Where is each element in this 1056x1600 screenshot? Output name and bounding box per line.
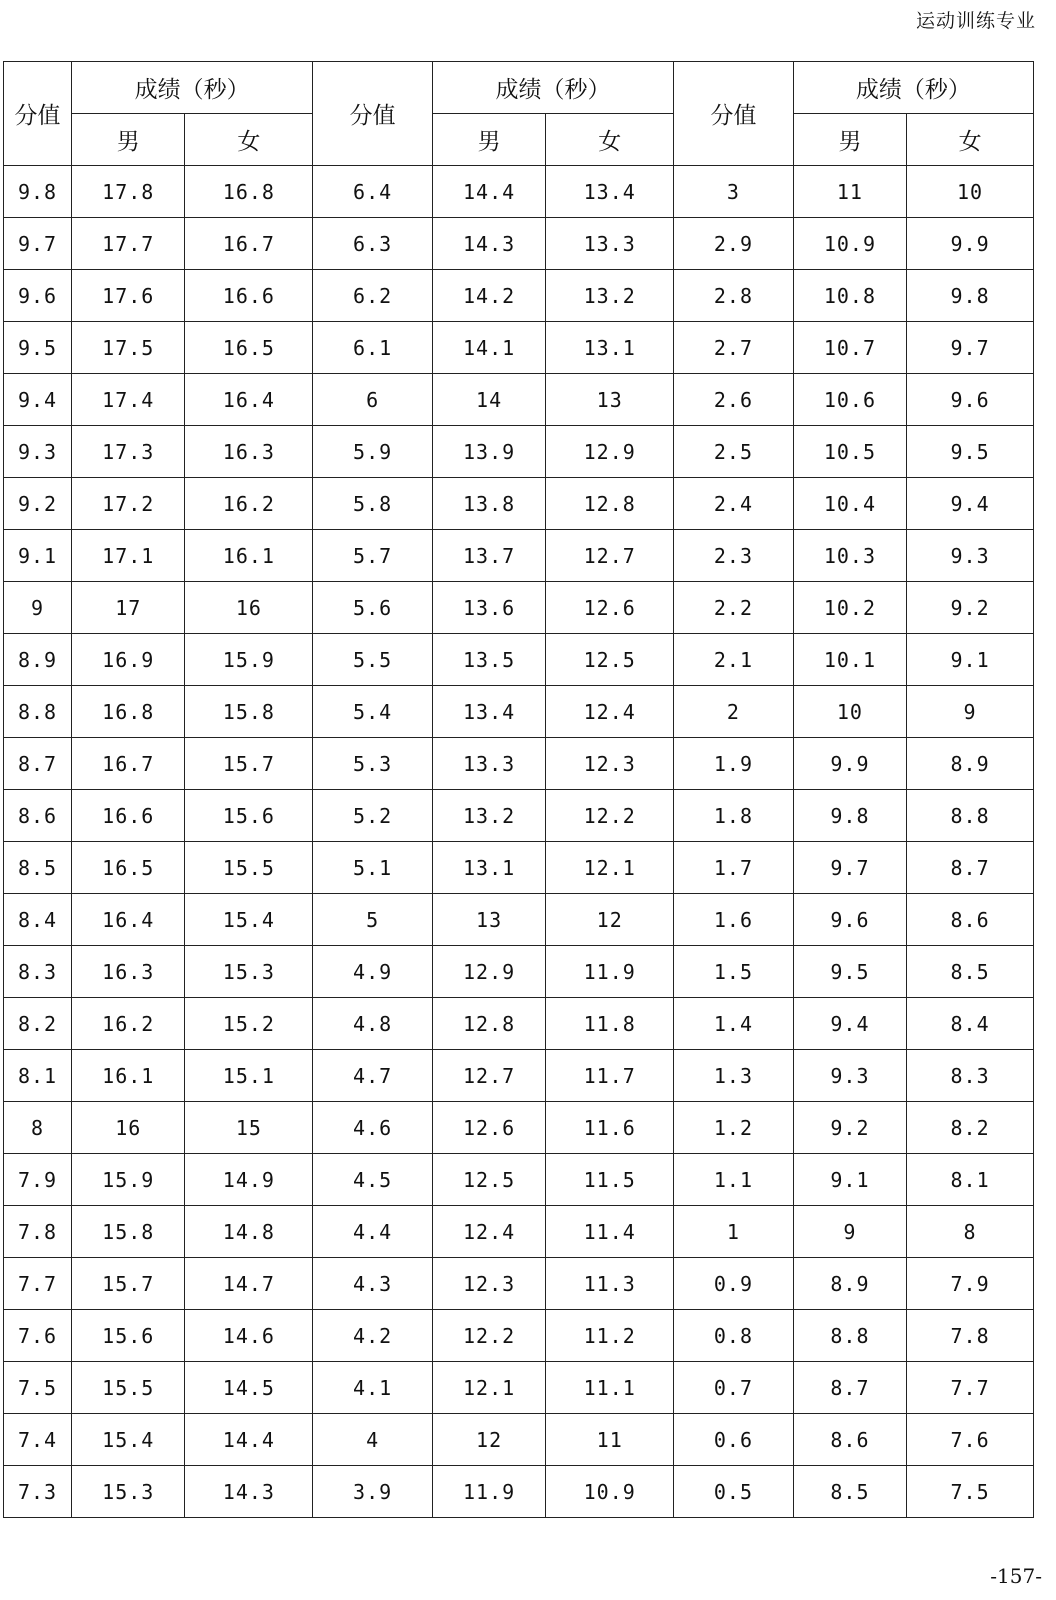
cell-female-1: 15.9	[185, 634, 313, 686]
cell-female-1: 15.1	[185, 1050, 313, 1102]
cell-male-3: 10.2	[793, 582, 906, 634]
cell-male-1: 16.3	[72, 946, 185, 998]
cell-score-3: 1.1	[674, 1154, 794, 1206]
cell-female-3: 8.3	[907, 1050, 1034, 1102]
cell-score-3: 1.4	[674, 998, 794, 1050]
cell-male-2: 12.5	[432, 1154, 545, 1206]
cell-score-3: 1.3	[674, 1050, 794, 1102]
cell-score-1: 7.5	[4, 1362, 72, 1414]
cell-score-2: 3.9	[313, 1466, 433, 1518]
table-row	[4, 1466, 1034, 1518]
cell-female-1: 15.6	[185, 790, 313, 842]
cell-male-2: 13.5	[432, 634, 545, 686]
cell-male-1: 17.3	[72, 426, 185, 478]
cell-score-3: 2.3	[674, 530, 794, 582]
table-row	[4, 1154, 1034, 1206]
cell-female-3: 7.6	[907, 1414, 1034, 1466]
table-row	[4, 1258, 1034, 1310]
cell-female-1: 16.3	[185, 426, 313, 478]
cell-score-2: 4.9	[313, 946, 433, 998]
cell-male-3: 10.5	[793, 426, 906, 478]
cell-male-1: 16.9	[72, 634, 185, 686]
cell-female-3: 9.5	[907, 426, 1034, 478]
table-row	[4, 790, 1034, 842]
cell-female-2: 12.8	[546, 478, 674, 530]
table-row	[4, 374, 1034, 426]
cell-female-3: 9.4	[907, 478, 1034, 530]
cell-female-3: 8.6	[907, 894, 1034, 946]
cell-female-3: 8.2	[907, 1102, 1034, 1154]
table-row	[4, 894, 1034, 946]
table-row	[4, 1050, 1034, 1102]
cell-score-3: 0.8	[674, 1310, 794, 1362]
header-row-bottom	[4, 114, 1034, 166]
cell-score-2: 5.8	[313, 478, 433, 530]
cell-male-1: 17.4	[72, 374, 185, 426]
cell-female-3: 8	[907, 1206, 1034, 1258]
cell-male-2: 13.9	[432, 426, 545, 478]
cell-female-3: 9.3	[907, 530, 1034, 582]
cell-female-2: 11.5	[546, 1154, 674, 1206]
cell-female-1: 16.8	[185, 166, 313, 218]
cell-score-1: 7.4	[4, 1414, 72, 1466]
table-row	[4, 1414, 1034, 1466]
cell-score-3: 2.5	[674, 426, 794, 478]
cell-male-2: 13.1	[432, 842, 545, 894]
cell-male-2: 13.6	[432, 582, 545, 634]
cell-score-3: 1.7	[674, 842, 794, 894]
cell-score-2: 6.3	[313, 218, 433, 270]
cell-female-2: 10.9	[546, 1466, 674, 1518]
male-header-3: 男	[793, 114, 906, 166]
cell-male-1: 15.6	[72, 1310, 185, 1362]
cell-score-2: 4.5	[313, 1154, 433, 1206]
female-header-2: 女	[546, 114, 674, 166]
cell-male-3: 10.1	[793, 634, 906, 686]
cell-female-2: 12.3	[546, 738, 674, 790]
cell-score-2: 5	[313, 894, 433, 946]
cell-score-1: 9.6	[4, 270, 72, 322]
cell-male-1: 17.7	[72, 218, 185, 270]
cell-score-3: 0.5	[674, 1466, 794, 1518]
table-row	[4, 634, 1034, 686]
cell-female-2: 13.3	[546, 218, 674, 270]
result-header-3: 成绩（秒）	[793, 62, 1033, 114]
cell-male-3: 9.2	[793, 1102, 906, 1154]
cell-female-1: 15.4	[185, 894, 313, 946]
cell-female-3: 7.9	[907, 1258, 1034, 1310]
cell-female-2: 13.4	[546, 166, 674, 218]
table-row	[4, 1102, 1034, 1154]
cell-male-2: 11.9	[432, 1466, 545, 1518]
female-header-3: 女	[907, 114, 1034, 166]
table-body	[4, 166, 1034, 1518]
table-row	[4, 842, 1034, 894]
cell-score-3: 2.7	[674, 322, 794, 374]
cell-female-2: 12.9	[546, 426, 674, 478]
cell-score-1: 8.7	[4, 738, 72, 790]
cell-score-2: 6.2	[313, 270, 433, 322]
cell-male-3: 9.8	[793, 790, 906, 842]
cell-female-2: 11.2	[546, 1310, 674, 1362]
cell-female-2: 11.6	[546, 1102, 674, 1154]
cell-female-3: 9.2	[907, 582, 1034, 634]
cell-score-2: 5.7	[313, 530, 433, 582]
cell-male-1: 16.1	[72, 1050, 185, 1102]
result-header-2: 成绩（秒）	[432, 62, 673, 114]
cell-score-3: 2.8	[674, 270, 794, 322]
cell-female-1: 15.3	[185, 946, 313, 998]
cell-male-2: 12	[432, 1414, 545, 1466]
cell-male-2: 14.3	[432, 218, 545, 270]
cell-score-3: 0.6	[674, 1414, 794, 1466]
cell-female-1: 14.7	[185, 1258, 313, 1310]
cell-male-1: 17.6	[72, 270, 185, 322]
cell-male-3: 9.5	[793, 946, 906, 998]
cell-score-3: 1.2	[674, 1102, 794, 1154]
cell-female-3: 8.9	[907, 738, 1034, 790]
cell-male-2: 12.9	[432, 946, 545, 998]
table-header	[4, 62, 1034, 166]
cell-score-2: 4.6	[313, 1102, 433, 1154]
cell-male-1: 15.9	[72, 1154, 185, 1206]
cell-score-3: 1.5	[674, 946, 794, 998]
cell-score-3: 0.7	[674, 1362, 794, 1414]
cell-male-3: 11	[793, 166, 906, 218]
cell-score-2: 5.4	[313, 686, 433, 738]
cell-female-2: 11	[546, 1414, 674, 1466]
cell-male-2: 12.8	[432, 998, 545, 1050]
cell-male-2: 13.4	[432, 686, 545, 738]
cell-male-2: 14	[432, 374, 545, 426]
cell-score-1: 8.5	[4, 842, 72, 894]
cell-male-2: 14.2	[432, 270, 545, 322]
cell-score-2: 4.4	[313, 1206, 433, 1258]
cell-score-1: 9.4	[4, 374, 72, 426]
cell-male-1: 17	[72, 582, 185, 634]
cell-score-2: 4.3	[313, 1258, 433, 1310]
score-header-1: 分值	[4, 62, 72, 166]
cell-male-1: 15.5	[72, 1362, 185, 1414]
cell-female-3: 7.7	[907, 1362, 1034, 1414]
cell-male-2: 12.1	[432, 1362, 545, 1414]
cell-score-1: 7.9	[4, 1154, 72, 1206]
cell-male-1: 16.2	[72, 998, 185, 1050]
cell-score-2: 4	[313, 1414, 433, 1466]
cell-score-1: 9.2	[4, 478, 72, 530]
cell-score-1: 9.7	[4, 218, 72, 270]
cell-score-2: 5.9	[313, 426, 433, 478]
header-row-top	[4, 62, 1034, 114]
cell-male-2: 13	[432, 894, 545, 946]
cell-score-1: 8.2	[4, 998, 72, 1050]
cell-female-1: 15.8	[185, 686, 313, 738]
cell-female-3: 9.9	[907, 218, 1034, 270]
cell-score-3: 2.6	[674, 374, 794, 426]
cell-female-1: 15.5	[185, 842, 313, 894]
cell-female-2: 12.7	[546, 530, 674, 582]
cell-score-3: 0.9	[674, 1258, 794, 1310]
cell-score-1: 8.9	[4, 634, 72, 686]
cell-score-2: 6.1	[313, 322, 433, 374]
cell-male-1: 17.8	[72, 166, 185, 218]
cell-score-2: 5.2	[313, 790, 433, 842]
cell-female-1: 14.9	[185, 1154, 313, 1206]
cell-female-1: 15.2	[185, 998, 313, 1050]
cell-score-2: 5.1	[313, 842, 433, 894]
cell-female-3: 8.5	[907, 946, 1034, 998]
cell-male-2: 12.7	[432, 1050, 545, 1102]
cell-female-3: 8.1	[907, 1154, 1034, 1206]
cell-score-3: 2.9	[674, 218, 794, 270]
cell-male-3: 10.4	[793, 478, 906, 530]
cell-male-3: 8.9	[793, 1258, 906, 1310]
cell-female-3: 9.6	[907, 374, 1034, 426]
cell-female-3: 8.7	[907, 842, 1034, 894]
cell-male-3: 10.7	[793, 322, 906, 374]
cell-male-1: 16.7	[72, 738, 185, 790]
cell-female-2: 11.3	[546, 1258, 674, 1310]
cell-female-2: 11.1	[546, 1362, 674, 1414]
table-row	[4, 738, 1034, 790]
table-row	[4, 478, 1034, 530]
table-row	[4, 998, 1034, 1050]
cell-score-2: 5.6	[313, 582, 433, 634]
page-header-title: 运动训练专业	[915, 10, 1036, 32]
cell-score-1: 8.4	[4, 894, 72, 946]
cell-female-3: 7.5	[907, 1466, 1034, 1518]
cell-female-2: 13.1	[546, 322, 674, 374]
cell-male-3: 9	[793, 1206, 906, 1258]
cell-male-1: 17.5	[72, 322, 185, 374]
cell-score-3: 2.2	[674, 582, 794, 634]
cell-female-1: 15.7	[185, 738, 313, 790]
cell-male-1: 16.6	[72, 790, 185, 842]
cell-male-2: 14.4	[432, 166, 545, 218]
cell-male-1: 16.4	[72, 894, 185, 946]
table-row	[4, 166, 1034, 218]
cell-score-2: 5.3	[313, 738, 433, 790]
cell-male-2: 13.8	[432, 478, 545, 530]
cell-male-1: 16.5	[72, 842, 185, 894]
cell-male-3: 8.7	[793, 1362, 906, 1414]
cell-score-1: 7.8	[4, 1206, 72, 1258]
cell-male-3: 10	[793, 686, 906, 738]
result-header-1: 成绩（秒）	[72, 62, 313, 114]
cell-female-1: 16.4	[185, 374, 313, 426]
cell-female-3: 9	[907, 686, 1034, 738]
cell-female-2: 13.2	[546, 270, 674, 322]
cell-score-2: 5.5	[313, 634, 433, 686]
cell-male-3: 8.6	[793, 1414, 906, 1466]
cell-male-3: 10.6	[793, 374, 906, 426]
cell-male-2: 12.2	[432, 1310, 545, 1362]
cell-male-1: 15.8	[72, 1206, 185, 1258]
cell-male-3: 10.3	[793, 530, 906, 582]
cell-score-2: 4.1	[313, 1362, 433, 1414]
cell-male-3: 9.7	[793, 842, 906, 894]
cell-male-2: 13.3	[432, 738, 545, 790]
cell-female-2: 12	[546, 894, 674, 946]
cell-score-1: 8.1	[4, 1050, 72, 1102]
cell-male-2: 12.4	[432, 1206, 545, 1258]
cell-female-2: 12.2	[546, 790, 674, 842]
table-row	[4, 218, 1034, 270]
cell-score-1: 9.1	[4, 530, 72, 582]
cell-male-1: 15.3	[72, 1466, 185, 1518]
cell-score-1: 8	[4, 1102, 72, 1154]
cell-score-1: 8.6	[4, 790, 72, 842]
cell-score-3: 1	[674, 1206, 794, 1258]
cell-score-3: 2	[674, 686, 794, 738]
cell-female-1: 16.1	[185, 530, 313, 582]
cell-male-1: 16	[72, 1102, 185, 1154]
cell-score-2: 4.7	[313, 1050, 433, 1102]
cell-female-1: 16	[185, 582, 313, 634]
cell-female-1: 16.6	[185, 270, 313, 322]
cell-score-2: 6.4	[313, 166, 433, 218]
cell-male-3: 10.9	[793, 218, 906, 270]
cell-female-2: 11.8	[546, 998, 674, 1050]
cell-score-3: 1.8	[674, 790, 794, 842]
cell-male-2: 13.7	[432, 530, 545, 582]
cell-score-2: 6	[313, 374, 433, 426]
cell-male-1: 17.1	[72, 530, 185, 582]
cell-female-1: 14.4	[185, 1414, 313, 1466]
cell-female-1: 14.3	[185, 1466, 313, 1518]
table-row	[4, 426, 1034, 478]
cell-female-3: 7.8	[907, 1310, 1034, 1362]
cell-score-1: 7.3	[4, 1466, 72, 1518]
cell-female-3: 8.8	[907, 790, 1034, 842]
table-row	[4, 686, 1034, 738]
cell-male-3: 8.8	[793, 1310, 906, 1362]
cell-score-2: 4.2	[313, 1310, 433, 1362]
cell-score-1: 9	[4, 582, 72, 634]
cell-score-1: 7.7	[4, 1258, 72, 1310]
cell-female-1: 15	[185, 1102, 313, 1154]
score-table	[3, 61, 1034, 1518]
cell-female-3: 9.8	[907, 270, 1034, 322]
cell-female-3: 9.7	[907, 322, 1034, 374]
cell-score-2: 4.8	[313, 998, 433, 1050]
cell-female-2: 12.1	[546, 842, 674, 894]
cell-score-1: 8.8	[4, 686, 72, 738]
cell-male-1: 15.4	[72, 1414, 185, 1466]
cell-male-3: 9.1	[793, 1154, 906, 1206]
cell-male-1: 15.7	[72, 1258, 185, 1310]
cell-female-3: 8.4	[907, 998, 1034, 1050]
cell-score-1: 7.6	[4, 1310, 72, 1362]
cell-female-1: 14.5	[185, 1362, 313, 1414]
cell-score-1: 9.3	[4, 426, 72, 478]
cell-male-3: 9.6	[793, 894, 906, 946]
cell-female-3: 9.1	[907, 634, 1034, 686]
table-row	[4, 270, 1034, 322]
cell-female-1: 16.5	[185, 322, 313, 374]
male-header-2: 男	[432, 114, 545, 166]
cell-female-1: 14.6	[185, 1310, 313, 1362]
cell-female-2: 12.4	[546, 686, 674, 738]
cell-score-3: 2.1	[674, 634, 794, 686]
cell-male-3: 8.5	[793, 1466, 906, 1518]
cell-female-2: 11.7	[546, 1050, 674, 1102]
female-header-1: 女	[185, 114, 313, 166]
page-number: -157-	[990, 1564, 1042, 1588]
cell-male-1: 17.2	[72, 478, 185, 530]
cell-female-1: 14.8	[185, 1206, 313, 1258]
cell-female-3: 10	[907, 166, 1034, 218]
cell-score-3: 1.6	[674, 894, 794, 946]
table-row	[4, 1206, 1034, 1258]
cell-male-3: 9.9	[793, 738, 906, 790]
table-row	[4, 322, 1034, 374]
male-header-1: 男	[72, 114, 185, 166]
cell-male-2: 13.2	[432, 790, 545, 842]
cell-male-2: 12.6	[432, 1102, 545, 1154]
cell-female-2: 12.6	[546, 582, 674, 634]
cell-score-1: 9.5	[4, 322, 72, 374]
cell-female-2: 11.4	[546, 1206, 674, 1258]
cell-score-1: 9.8	[4, 166, 72, 218]
cell-male-3: 10.8	[793, 270, 906, 322]
table-row	[4, 530, 1034, 582]
cell-female-2: 13	[546, 374, 674, 426]
score-header-2: 分值	[313, 62, 433, 166]
cell-male-3: 9.4	[793, 998, 906, 1050]
cell-female-2: 12.5	[546, 634, 674, 686]
cell-male-1: 16.8	[72, 686, 185, 738]
cell-male-2: 12.3	[432, 1258, 545, 1310]
cell-male-3: 9.3	[793, 1050, 906, 1102]
cell-score-1: 8.3	[4, 946, 72, 998]
cell-score-3: 3	[674, 166, 794, 218]
cell-score-3: 2.4	[674, 478, 794, 530]
cell-female-1: 16.7	[185, 218, 313, 270]
table-row	[4, 582, 1034, 634]
cell-score-3: 1.9	[674, 738, 794, 790]
cell-male-2: 14.1	[432, 322, 545, 374]
table-row	[4, 946, 1034, 998]
table-row	[4, 1310, 1034, 1362]
cell-female-1: 16.2	[185, 478, 313, 530]
table-row	[4, 1362, 1034, 1414]
cell-female-2: 11.9	[546, 946, 674, 998]
score-header-3: 分值	[674, 62, 794, 166]
